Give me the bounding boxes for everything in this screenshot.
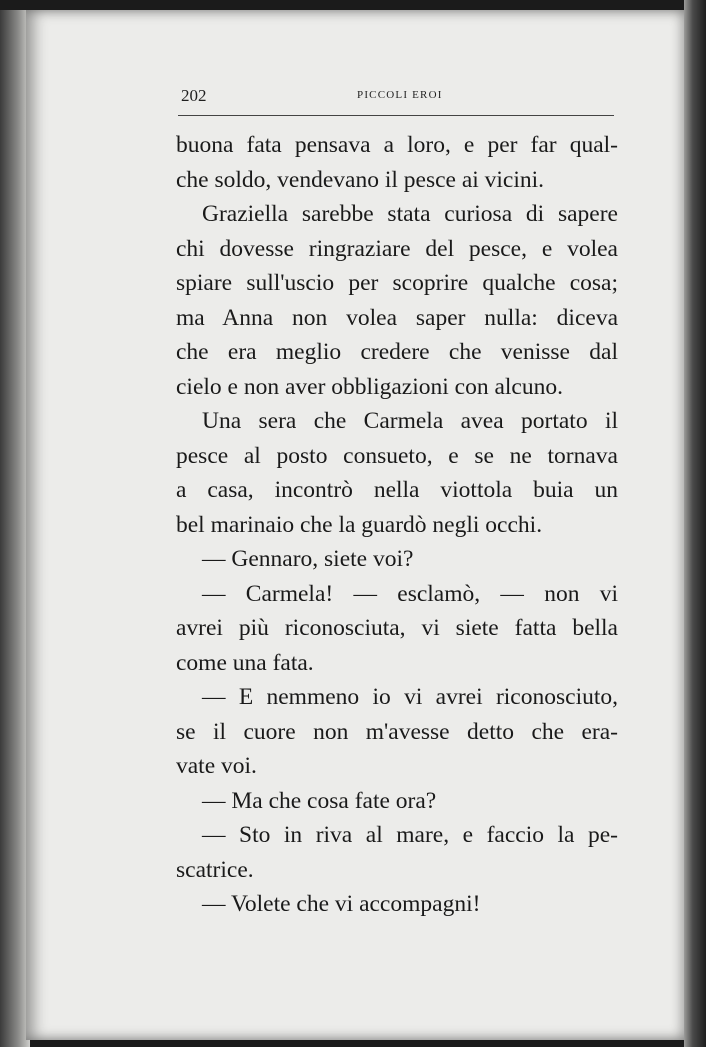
running-head — [181, 86, 611, 108]
text-line: — Gennaro, siete voi? — [202, 546, 414, 572]
text-line: vate voi. — [176, 753, 257, 779]
text-line: bel marinaio che la guardò negli occhi. — [176, 511, 543, 538]
page-edge — [684, 0, 706, 1047]
text-line: ma Anna non volea saper nulla: diceva — [176, 304, 618, 331]
text-line: come una fata. — [176, 649, 314, 676]
text-line: chi dovesse ringraziare del pesce, e volea — [176, 235, 618, 262]
text-line: spiare sull'uscio per scoprire qualche cosa; — [176, 270, 618, 296]
text-line: a casa, incontrò nella viottola buia un — [176, 477, 618, 503]
text-line: — Carmela! — esclamò, — non vi — [202, 580, 618, 607]
text-line: buona fata pensava a loro, e per far qual- — [176, 132, 618, 158]
text-line: cielo e non aver obbligazioni con alcuno. — [176, 373, 563, 400]
text-line: se il cuore non m'avesse detto che era- — [176, 718, 618, 745]
text-line: avrei più riconosciuta, vi siete fatta bella — [176, 615, 618, 641]
text-line: Graziella sarebbe stata curiosa di sapere — [202, 201, 618, 227]
text-line: — E nemmeno io vi avrei riconosciuto, — [202, 684, 618, 710]
body-text — [176, 128, 618, 922]
book-title: PICCOLI EROI — [357, 89, 443, 101]
page-number: 202 — [181, 86, 207, 105]
text-line: — Volete che vi accompagni! — [202, 891, 481, 917]
header-rule — [178, 115, 614, 116]
text-line: — Ma che cosa fate ora? — [202, 787, 437, 814]
text-line: Una sera che Carmela avea portato il — [202, 408, 618, 434]
text-line: pesce al posto consueto, e se ne tornava — [176, 442, 618, 469]
text-line: che soldo, vendevano il pesce ai vicini. — [176, 166, 545, 193]
text-line: — Sto in riva al mare, e faccio la pe- — [202, 822, 618, 848]
text-line: scatrice. — [176, 856, 254, 883]
text-line: che era meglio credere che venisse dal — [176, 339, 618, 365]
